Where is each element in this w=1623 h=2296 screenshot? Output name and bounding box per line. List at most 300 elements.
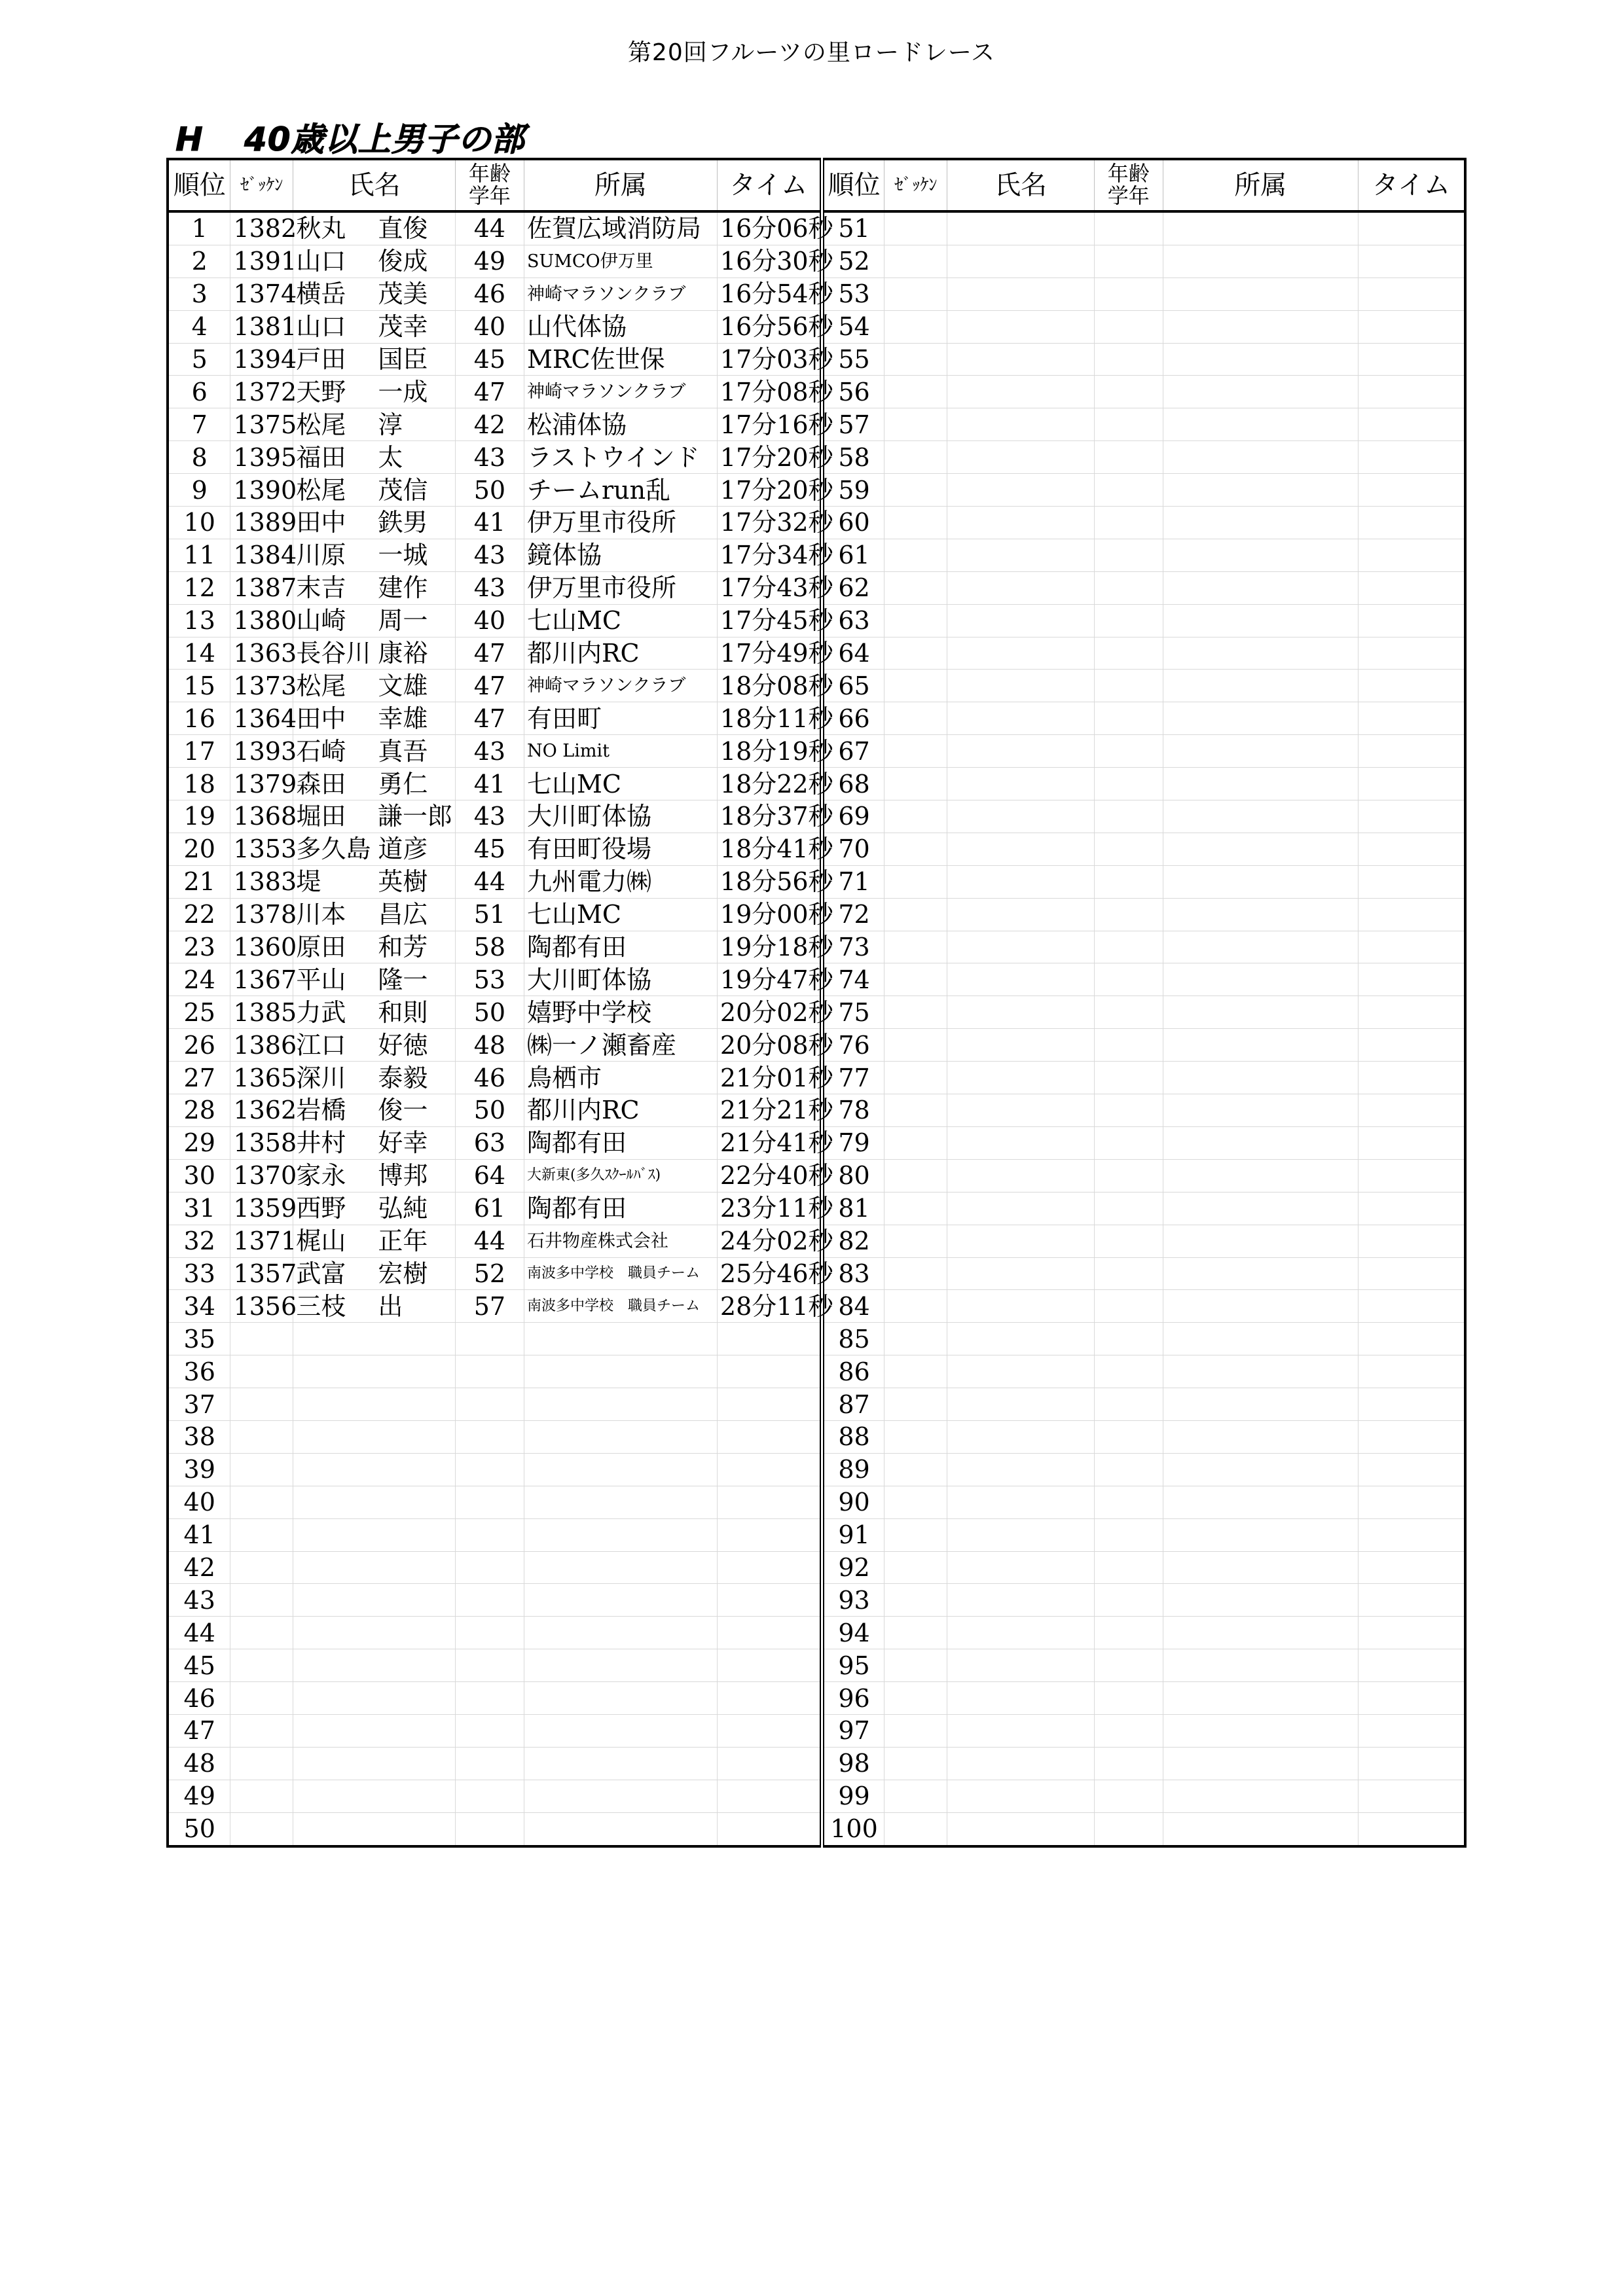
age-cell xyxy=(1094,1453,1163,1486)
table-row xyxy=(168,441,1465,474)
table-row xyxy=(168,604,1465,637)
time-cell xyxy=(717,1617,822,1649)
family-name: 西野 xyxy=(296,1194,346,1223)
name-cell xyxy=(947,211,1094,245)
given-name: 俊成 xyxy=(378,247,428,276)
name-cell xyxy=(947,1714,1094,1747)
time-cell xyxy=(1358,1290,1465,1323)
given-name: 弘純 xyxy=(378,1194,428,1223)
name-cell xyxy=(947,1257,1094,1290)
club-cell xyxy=(524,1518,717,1551)
rank-cell: 84 xyxy=(822,1290,884,1323)
club-cell xyxy=(1163,800,1358,833)
bib-cell: 1385 xyxy=(230,996,293,1029)
name-cell xyxy=(947,1420,1094,1453)
name-cell xyxy=(293,278,455,310)
time-cell xyxy=(1358,768,1465,800)
name-cell xyxy=(293,1126,455,1159)
age-cell xyxy=(1094,1649,1163,1682)
rank-cell: 41 xyxy=(168,1518,230,1551)
time-cell: 18分41秒 xyxy=(717,833,822,865)
time-cell xyxy=(717,1649,822,1682)
table-row xyxy=(168,800,1465,833)
club-cell: 大川町体協 xyxy=(524,963,717,996)
age-cell xyxy=(1094,1126,1163,1159)
rank-cell: 19 xyxy=(168,800,230,833)
runner-name xyxy=(296,867,452,897)
table-row xyxy=(168,1551,1465,1584)
bib-cell xyxy=(230,1355,293,1388)
given-name: 文雄 xyxy=(378,671,428,700)
rank-cell: 24 xyxy=(168,963,230,996)
name-cell xyxy=(293,1584,455,1617)
name-cell xyxy=(947,1584,1094,1617)
family-name: 天野 xyxy=(296,377,346,406)
bib-cell xyxy=(230,1682,293,1715)
rank-cell: 55 xyxy=(822,343,884,376)
header-rank: 順位 xyxy=(168,159,230,211)
bib-cell xyxy=(884,1126,947,1159)
family-name: 福田 xyxy=(296,442,346,472)
club-cell: 都川内RC xyxy=(524,637,717,670)
age-cell: 45 xyxy=(455,343,524,376)
given-name: 一城 xyxy=(378,541,428,570)
name-cell xyxy=(293,408,455,441)
rank-cell: 32 xyxy=(168,1225,230,1257)
bib-cell xyxy=(230,1584,293,1617)
club-cell: 七山MC xyxy=(524,604,717,637)
bib-cell: 1368 xyxy=(230,800,293,833)
age-cell xyxy=(455,1323,524,1355)
age-cell xyxy=(455,1551,524,1584)
club-cell xyxy=(1163,1029,1358,1062)
time-cell: 17分32秒 xyxy=(717,507,822,539)
rank-cell: 87 xyxy=(822,1388,884,1421)
bib-cell xyxy=(884,343,947,376)
bib-cell: 1367 xyxy=(230,963,293,996)
name-cell xyxy=(293,1355,455,1388)
name-cell xyxy=(947,376,1094,408)
rank-cell: 45 xyxy=(168,1649,230,1682)
rank-cell: 75 xyxy=(822,996,884,1029)
time-cell xyxy=(1358,931,1465,963)
bib-cell: 1379 xyxy=(230,768,293,800)
bib-cell: 1384 xyxy=(230,539,293,571)
runner-name xyxy=(296,312,452,342)
bib-cell xyxy=(230,1551,293,1584)
header-age-line2: 学年 xyxy=(468,183,511,208)
age-cell xyxy=(455,1812,524,1846)
club-cell: 陶都有田 xyxy=(524,1126,717,1159)
club-cell xyxy=(1163,1682,1358,1715)
time-cell xyxy=(1358,1584,1465,1617)
name-cell xyxy=(947,1290,1094,1323)
club-cell: 嬉野中学校 xyxy=(524,996,717,1029)
name-cell xyxy=(293,343,455,376)
bib-cell xyxy=(884,1355,947,1388)
club-cell xyxy=(524,1812,717,1846)
club-cell xyxy=(1163,996,1358,1029)
time-cell xyxy=(1358,408,1465,441)
age-cell: 43 xyxy=(455,735,524,768)
rank-cell: 94 xyxy=(822,1617,884,1649)
bib-cell xyxy=(884,507,947,539)
time-cell: 22分40秒 xyxy=(717,1159,822,1192)
table-row xyxy=(168,245,1465,278)
club-cell xyxy=(1163,343,1358,376)
time-cell xyxy=(717,1518,822,1551)
rank-cell: 3 xyxy=(168,278,230,310)
name-cell xyxy=(947,1029,1094,1062)
rank-cell: 17 xyxy=(168,735,230,768)
table-row xyxy=(168,310,1465,343)
age-cell xyxy=(1094,571,1163,604)
table-row xyxy=(168,1486,1465,1518)
rank-cell: 81 xyxy=(822,1192,884,1225)
age-cell xyxy=(1094,768,1163,800)
rank-cell: 60 xyxy=(822,507,884,539)
rank-cell: 73 xyxy=(822,931,884,963)
family-name: 岩橋 xyxy=(296,1096,346,1125)
club-cell xyxy=(1163,408,1358,441)
family-name: 家永 xyxy=(296,1161,346,1191)
bib-cell: 1363 xyxy=(230,637,293,670)
age-cell xyxy=(1094,735,1163,768)
given-name: 道彦 xyxy=(378,834,428,864)
time-cell xyxy=(1358,1257,1465,1290)
bib-cell xyxy=(884,898,947,931)
time-cell: 17分43秒 xyxy=(717,571,822,604)
age-cell xyxy=(1094,1747,1163,1780)
bib-cell xyxy=(230,1747,293,1780)
rank-cell: 4 xyxy=(168,310,230,343)
time-cell xyxy=(717,1355,822,1388)
name-cell xyxy=(947,1812,1094,1846)
rank-cell: 64 xyxy=(822,637,884,670)
age-cell xyxy=(455,1780,524,1812)
bib-cell xyxy=(884,604,947,637)
club-cell xyxy=(524,1420,717,1453)
given-name: 太 xyxy=(378,442,403,472)
name-cell xyxy=(293,1518,455,1551)
family-name: 松尾 xyxy=(296,410,346,439)
family-name: 戸田 xyxy=(296,345,346,374)
time-cell xyxy=(1358,474,1465,507)
name-cell xyxy=(293,1029,455,1062)
family-name: 長谷川 xyxy=(296,639,371,668)
rank-cell: 59 xyxy=(822,474,884,507)
rank-cell: 68 xyxy=(822,768,884,800)
bib-cell xyxy=(884,702,947,735)
bib-cell xyxy=(884,1518,947,1551)
club-cell xyxy=(1163,1094,1358,1127)
runner-name xyxy=(296,510,452,535)
bib-cell: 1380 xyxy=(230,604,293,637)
age-cell xyxy=(1094,1584,1163,1617)
name-cell xyxy=(293,637,455,670)
age-cell: 44 xyxy=(455,1225,524,1257)
rank-cell: 5 xyxy=(168,343,230,376)
age-cell xyxy=(1094,670,1163,702)
family-name: 川原 xyxy=(296,541,346,570)
rank-cell: 57 xyxy=(822,408,884,441)
given-name: 和則 xyxy=(378,997,428,1027)
header-age-line2: 学年 xyxy=(1107,183,1150,208)
table-row xyxy=(168,1747,1465,1780)
club-cell: NO Limit xyxy=(524,735,717,768)
age-cell: 50 xyxy=(455,1094,524,1127)
table-row xyxy=(168,343,1465,376)
table-row xyxy=(168,1126,1465,1159)
time-cell xyxy=(1358,1649,1465,1682)
name-cell xyxy=(293,1486,455,1518)
table-row xyxy=(168,376,1465,408)
table-row xyxy=(168,1094,1465,1127)
time-cell xyxy=(1358,800,1465,833)
rank-cell: 67 xyxy=(822,735,884,768)
bib-cell xyxy=(884,800,947,833)
table-row xyxy=(168,507,1465,539)
club-cell: 有田町 xyxy=(524,702,717,735)
table-row xyxy=(168,1649,1465,1682)
family-name: 田中 xyxy=(296,704,346,733)
rank-cell: 13 xyxy=(168,604,230,637)
table-row xyxy=(168,571,1465,604)
given-name: 淳 xyxy=(378,410,403,439)
time-cell xyxy=(1358,376,1465,408)
header-name: 氏名 xyxy=(293,159,455,211)
runner-name xyxy=(296,475,452,505)
bib-cell xyxy=(884,1584,947,1617)
name-cell xyxy=(947,539,1094,571)
age-cell xyxy=(1094,1551,1163,1584)
race-title: 第20回フルーツの里ロードレース xyxy=(627,39,996,66)
bib-cell: 1374 xyxy=(230,278,293,310)
runner-name xyxy=(296,673,452,698)
time-cell xyxy=(1358,865,1465,898)
time-cell: 18分08秒 xyxy=(717,670,822,702)
club-cell xyxy=(524,1682,717,1715)
club-cell: 大新東(多久ｽｸｰﾙﾊﾞｽ) xyxy=(524,1159,717,1192)
name-cell xyxy=(293,1388,455,1421)
name-cell xyxy=(293,376,455,408)
table-row xyxy=(168,1225,1465,1257)
club-cell xyxy=(1163,474,1358,507)
age-cell xyxy=(1094,1323,1163,1355)
runner-name xyxy=(296,1096,452,1125)
bib-cell: 1383 xyxy=(230,865,293,898)
age-cell: 61 xyxy=(455,1192,524,1225)
rank-cell: 91 xyxy=(822,1518,884,1551)
age-cell: 52 xyxy=(455,1257,524,1290)
club-cell xyxy=(1163,245,1358,278)
header-rank: 順位 xyxy=(822,159,884,211)
bib-cell: 1395 xyxy=(230,441,293,474)
club-cell: 伊万里市役所 xyxy=(524,571,717,604)
name-cell xyxy=(947,670,1094,702)
time-cell xyxy=(1358,1747,1465,1780)
club-cell: MRC佐世保 xyxy=(524,343,717,376)
family-name: 山口 xyxy=(296,312,346,342)
bib-cell xyxy=(884,310,947,343)
name-cell xyxy=(947,1355,1094,1388)
time-cell: 25分46秒 xyxy=(717,1257,822,1290)
name-cell xyxy=(947,898,1094,931)
given-name: 正年 xyxy=(378,1227,428,1256)
rank-cell: 20 xyxy=(168,833,230,865)
name-cell xyxy=(293,1747,455,1780)
age-cell xyxy=(1094,211,1163,245)
family-name: 平山 xyxy=(296,965,346,994)
runner-name xyxy=(296,1161,452,1191)
rank-cell: 37 xyxy=(168,1388,230,1421)
time-cell: 16分30秒 xyxy=(717,245,822,278)
time-cell xyxy=(717,1453,822,1486)
age-cell xyxy=(1094,996,1163,1029)
rank-cell: 29 xyxy=(168,1126,230,1159)
rank-cell: 50 xyxy=(168,1812,230,1846)
family-name: 田中 xyxy=(296,508,346,537)
age-cell xyxy=(1094,278,1163,310)
name-cell xyxy=(947,1388,1094,1421)
results-table xyxy=(166,158,1467,1848)
club-cell: 有田町役場 xyxy=(524,833,717,865)
time-cell: 18分11秒 xyxy=(717,702,822,735)
table-row xyxy=(168,1355,1465,1388)
runner-name xyxy=(296,769,452,798)
age-cell: 43 xyxy=(455,441,524,474)
given-name: 好徳 xyxy=(378,1030,428,1060)
table-row xyxy=(168,211,1465,245)
name-cell xyxy=(293,1453,455,1486)
club-cell xyxy=(1163,1126,1358,1159)
name-cell xyxy=(293,768,455,800)
family-name: 山口 xyxy=(296,247,346,276)
club-cell xyxy=(1163,539,1358,571)
table-row xyxy=(168,865,1465,898)
name-cell xyxy=(293,604,455,637)
time-cell: 18分56秒 xyxy=(717,865,822,898)
bib-cell xyxy=(884,1257,947,1290)
time-cell: 28分11秒 xyxy=(717,1290,822,1323)
time-cell xyxy=(717,1682,822,1715)
name-cell xyxy=(947,1453,1094,1486)
name-cell xyxy=(947,735,1094,768)
age-cell xyxy=(1094,376,1163,408)
table-row xyxy=(168,1714,1465,1747)
age-cell xyxy=(1094,1029,1163,1062)
given-name: 宏樹 xyxy=(378,1259,428,1288)
rank-cell: 70 xyxy=(822,833,884,865)
bib-cell xyxy=(884,637,947,670)
rank-cell: 34 xyxy=(168,1290,230,1323)
age-cell xyxy=(1094,474,1163,507)
rank-cell: 61 xyxy=(822,539,884,571)
bib-cell: 1386 xyxy=(230,1029,293,1062)
age-cell xyxy=(1094,1257,1163,1290)
time-cell xyxy=(717,1780,822,1812)
time-cell xyxy=(717,1388,822,1421)
rank-cell: 99 xyxy=(822,1780,884,1812)
name-cell xyxy=(947,833,1094,865)
family-name: 末吉 xyxy=(296,573,346,603)
bib-cell xyxy=(230,1780,293,1812)
bib-cell: 1362 xyxy=(230,1094,293,1127)
table-row xyxy=(168,1682,1465,1715)
given-name: 周一 xyxy=(378,606,428,636)
rank-cell: 53 xyxy=(822,278,884,310)
age-cell xyxy=(1094,1355,1163,1388)
time-cell: 16分56秒 xyxy=(717,310,822,343)
club-cell: 陶都有田 xyxy=(524,1192,717,1225)
rank-cell: 15 xyxy=(168,670,230,702)
family-name: 深川 xyxy=(296,1063,346,1092)
rank-cell: 7 xyxy=(168,408,230,441)
time-cell xyxy=(1358,1486,1465,1518)
bib-cell xyxy=(884,1159,947,1192)
rank-cell: 96 xyxy=(822,1682,884,1715)
family-name: 川本 xyxy=(296,900,346,929)
table-row xyxy=(168,1388,1465,1421)
time-cell: 17分20秒 xyxy=(717,474,822,507)
club-cell: 都川内RC xyxy=(524,1094,717,1127)
name-cell xyxy=(947,1780,1094,1812)
runner-name xyxy=(296,279,452,309)
age-cell: 43 xyxy=(455,539,524,571)
club-cell: 神崎マラソンクラブ xyxy=(524,670,717,702)
table-row xyxy=(168,474,1465,507)
time-cell xyxy=(1358,637,1465,670)
table-row xyxy=(168,963,1465,996)
bib-cell xyxy=(230,1486,293,1518)
given-name: 直俊 xyxy=(378,214,428,243)
club-cell: ラストウインド xyxy=(524,441,717,474)
bib-cell xyxy=(884,1747,947,1780)
age-cell xyxy=(1094,1290,1163,1323)
name-cell xyxy=(293,1290,455,1323)
time-cell xyxy=(1358,1323,1465,1355)
time-cell: 23分11秒 xyxy=(717,1192,822,1225)
club-cell xyxy=(1163,1355,1358,1388)
club-cell xyxy=(1163,441,1358,474)
rank-cell: 44 xyxy=(168,1617,230,1649)
family-name: 山崎 xyxy=(296,606,346,636)
rank-cell: 12 xyxy=(168,571,230,604)
name-cell xyxy=(293,507,455,539)
runner-name xyxy=(296,249,452,274)
family-name: 秋丸 xyxy=(296,214,346,243)
bib-cell xyxy=(230,1714,293,1747)
club-cell xyxy=(1163,637,1358,670)
given-name: 幸雄 xyxy=(378,704,428,733)
club-cell: 佐賀広域消防局 xyxy=(524,211,717,245)
time-cell xyxy=(1358,1617,1465,1649)
bib-cell xyxy=(884,865,947,898)
time-cell xyxy=(717,1420,822,1453)
rank-cell: 43 xyxy=(168,1584,230,1617)
time-cell xyxy=(1358,1062,1465,1094)
rank-cell: 76 xyxy=(822,1029,884,1062)
rank-cell: 33 xyxy=(168,1257,230,1290)
time-cell: 18分19秒 xyxy=(717,735,822,768)
rank-cell: 14 xyxy=(168,637,230,670)
rank-cell: 51 xyxy=(822,211,884,245)
header-bib: ｾﾞｯｹﾝ xyxy=(884,159,947,211)
time-cell xyxy=(1358,1812,1465,1846)
bib-cell xyxy=(230,1617,293,1649)
header-club: 所属 xyxy=(1163,159,1358,211)
rank-cell: 10 xyxy=(168,507,230,539)
